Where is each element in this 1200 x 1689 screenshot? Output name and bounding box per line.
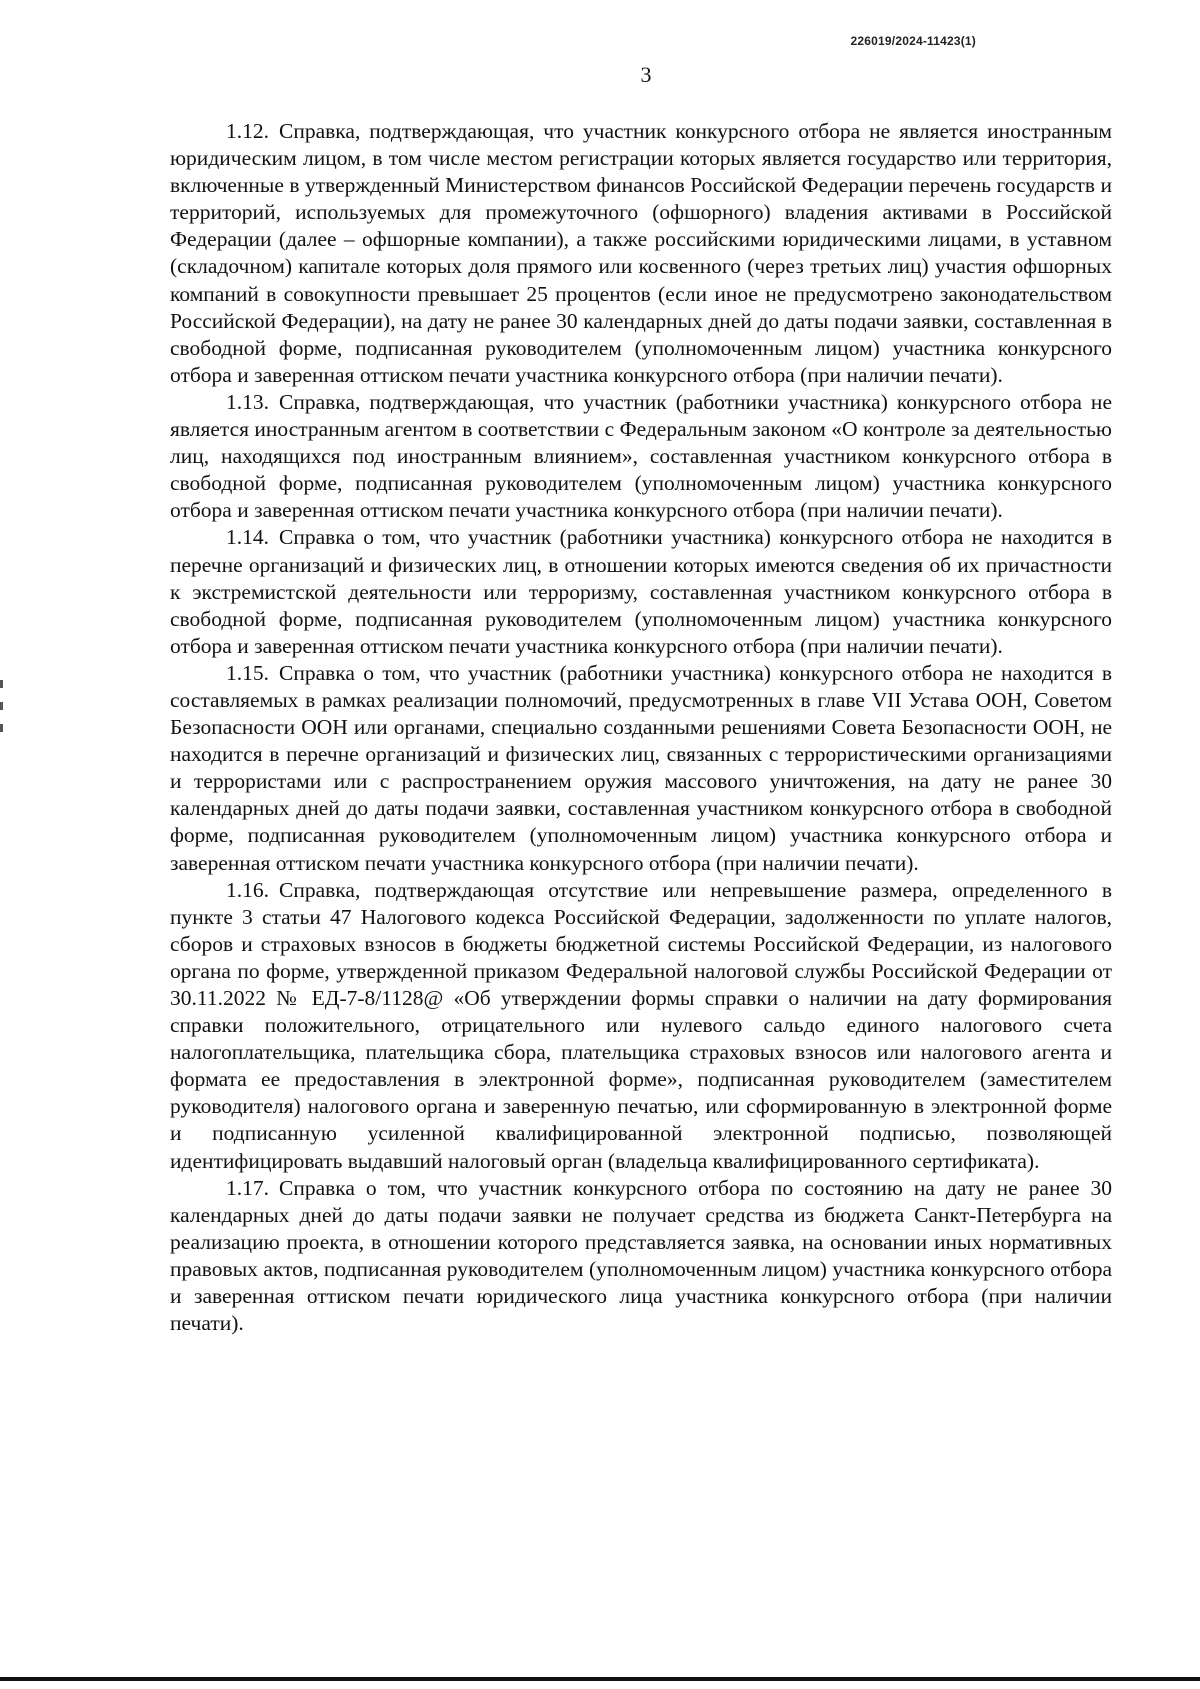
scan-edge-marks [0, 680, 3, 740]
paragraph-1-12 [170, 118, 1112, 389]
paragraph-1-13 [170, 389, 1112, 524]
paragraph-text: Справка, подтверждающая отсутствие или непревышение размера, определенного в пункте 3 статьи 47 Налогового кодекса Российской Федерации, задолженности по уплате налогов, сборов и страховых взносов в бюджеты бюджетной системы Российской Федерации, из налогового органа по форме, утвержденной приказом Федеральной налоговой службы Российской Федерации от 30.11.2022 № ЕД-7-8/1128@ «Об утверждении формы справки о наличии на дату формирования справки положительного, отрицательного или нулевого сальдо единого налогового счета налогоплательщика, плательщика сбора, плательщика страховых взносов или налогового агента и формата ее предоставления в электронной форме», подписанная руководителем (заместителем руководителя) налогового органа и заверенную печатью, или сформированную в электронной форме и подписанную усиленной квалифицированной электронной подписью, позволяющей идентифицировать выдавший налоговый орган (владельца квалифицированного сертификата). [170, 877, 1112, 1173]
paragraph-text: Справка о том, что участник (работники участника) конкурсного отбора не находится в составляемых в рамках реализации полномочий, предусмотренных в главе VII Устава ООН, Советом Безопасности ООН или органами, специально созданными решениями Совета Безопасности ООН, не находится в перечне организаций и физических лиц, связанных с террористическими организациями и террористами или с распространением оружия массового уничтожения, на дату не ранее 30 календарных дней до даты подачи заявки, составленная участником конкурсного отбора в свободной форме, подписанная руководителем (уполномоченным лицом) участника конкурсного отбора и заверенная оттиском печати участника конкурсного отбора (при наличии печати). [170, 660, 1112, 875]
scan-bottom-edge [0, 1677, 1200, 1681]
scan-mark [0, 680, 3, 688]
paragraph-number: 1.17. [226, 1175, 269, 1200]
paragraph-text: Справка о том, что участник (работники участника) конкурсного отбора не находится в перечне организаций и физических лиц, в отношении которых имеются сведения об их причастности к экстремистской деятельности или терроризму, составленная участником конкурсного отбора в свободной форме, подписанная руководителем (уполномоченным лицом) участника конкурсного отбора и заверенная оттиском печати участника конкурсного отбора (при наличии печати). [170, 525, 1112, 658]
paragraph-number: 1.15. [226, 660, 269, 685]
scan-mark [0, 724, 3, 732]
scan-mark [0, 702, 3, 710]
paragraph-1-15 [170, 660, 1112, 877]
document-registration-number: 226019/2024-11423(1) [850, 34, 976, 48]
paragraph-number: 1.13. [226, 389, 269, 414]
paragraph-text: Справка о том, что участник конкурсного отбора по состоянию на дату не ранее 30 календарных дней до даты подачи заявки не получает средства из бюджета Санкт-Петербурга на реализацию проекта, в отношении которого представляется заявка, на основании иных нормативных правовых актов, подписанная руководителем (уполномоченным лицом) участника конкурсного отбора и заверенная оттиском печати юридического лица участника конкурсного отбора (при наличии печати). [170, 1175, 1112, 1336]
document-body [170, 118, 1112, 1337]
paragraph-1-17 [170, 1175, 1112, 1338]
paragraph-1-14 [170, 524, 1112, 659]
paragraph-number: 1.12. [226, 119, 269, 143]
page-number: 3 [640, 62, 652, 87]
paragraph-number: 1.14. [226, 525, 269, 550]
paragraph-number: 1.16. [226, 877, 269, 902]
paragraph-1-16 [170, 877, 1112, 1175]
paragraph-text: Справка, подтверждающая, что участник конкурсного отбора не является иностранным юридическим лицом, в том числе местом регистрации которых является государство или территория, включенные в утвержденный Министерством финансов Российской Федерации перечень государств и территорий, используемых для промежуточного (офшорного) владения активами в Российской Федерации (далее – офшорные компании), а также российскими юридическими лицами, в уставном (складочном) капитале которых доля прямого или косвенного (через третьих лиц) участия офшорных компаний в совокупности превышает 25 процентов (если иное не предусмотрено законодательством Российской Федерации), на дату не ранее 30 календарных дней до даты подачи заявки, составленная в свободной форме, подписанная руководителем (уполномоченным лицом) участника конкурсного отбора и заверенная оттиском печати участника конкурсного отбора (при наличии печати). [170, 119, 1112, 387]
paragraph-text: Справка, подтверждающая, что участник (работники участника) конкурсного отбора не является иностранным агентом в соответствии с Федеральным законом «О контроле за деятельностью лиц, находящихся под иностранным влиянием», составленная участником конкурсного отбора в свободной форме, подписанная руководителем (уполномоченным лицом) участника конкурсного отбора и заверенная оттиском печати участника конкурсного отбора (при наличии печати). [170, 389, 1112, 523]
